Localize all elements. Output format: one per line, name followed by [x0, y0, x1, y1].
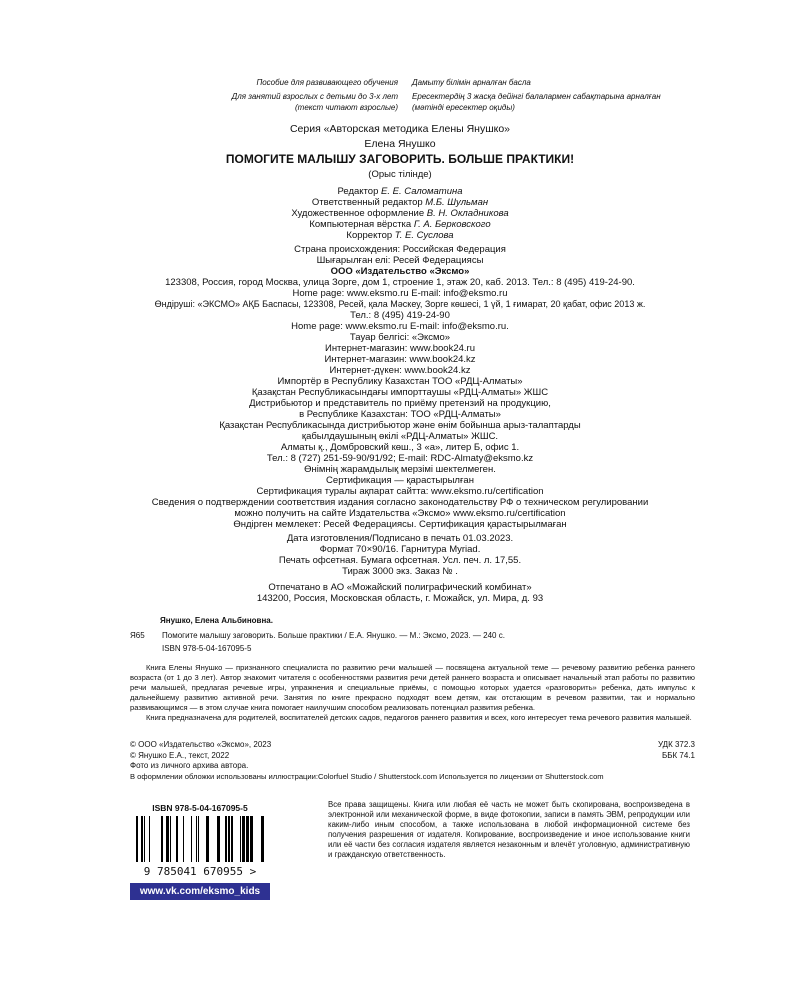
- top-left-line: Для занятий взрослых с детьми до 3-х лет: [231, 92, 398, 101]
- barcode-bar: [144, 816, 145, 862]
- udk-code: УДК 372.3: [657, 740, 695, 749]
- imprint-line: Сведения о подтверждении соответствия издания согласно законодательству РФ о техническом регулировании: [151, 497, 649, 508]
- language-note: (Орыс тілінде): [368, 169, 432, 180]
- barcode-bar: [183, 816, 184, 862]
- imprint-line: Қазақстан Республикасындағы импорттаушы «РДЦ-Алматы» ЖШС: [251, 387, 549, 398]
- credit-line: [100, 219, 700, 230]
- lib-abstract-1: Книга Елены Янушко — признанного специалиста по развитию речи малышей — посвящена актуальной теме — речевому развитию ребенка раннего возраста (от 1 до 3 лет). Автор знакомит читателя с особенностями развития речи детей раннего возраста и описывает начальный этап работы по развитию речи малышей, предлагая речевые игры, упражнения и специальные приёмы, с помощью которых удается «разговорить» ребенка, дать импульс к дальнейшему развитию активной речи. Занятия по книге прекрасно подходят всем детям, как отстающим в речевом развитии, так и нормально развивающимся — в этом случае книга помогает наилучшим способом реализовать потенциал развития ребенка.: [130, 662, 695, 712]
- top-left-block: [120, 77, 398, 113]
- barcode-bar: [170, 816, 171, 862]
- lib-desc: Помогите малышу заговорить. Больше практики / Е.А. Янушко. — М.: Эксмо, 2023. — 240 с.: [162, 630, 505, 640]
- imprint-line: Алматы қ., Домбровский көш., 3 «а», литер Б, офис 1.: [280, 442, 520, 453]
- credit-name: Т. Е. Суслова: [394, 230, 454, 241]
- copyright-line: Фото из личного архива автора.: [130, 761, 249, 770]
- lib-author: Янушко, Елена Альбиновна.: [160, 616, 273, 625]
- credit-role: Художественное оформление: [291, 208, 427, 219]
- imprint-line: Тел.: 8 (495) 419-24-90: [350, 310, 450, 321]
- barcode-bar: [176, 816, 178, 862]
- imprint-lines: [100, 244, 700, 530]
- credit-role: Редактор: [337, 186, 381, 197]
- book-title: ПОМОГИТЕ МАЛЫШУ ЗАГОВОРИТЬ. БОЛЬШЕ ПРАКТИКИ!: [225, 152, 575, 166]
- imprint-line: ООО «Издательство «Эксмо»: [330, 266, 470, 277]
- barcode: [130, 803, 270, 881]
- imprint-line: Өнімнің жарамдылық мерзімі шектелмеген.: [304, 464, 496, 475]
- credit-name: В. Н. Окладникова: [426, 208, 509, 219]
- credit-line: [100, 208, 700, 219]
- print-info-line: Печать офсетная. Бумага офсетная. Усл. печ. л. 17,55.: [278, 555, 522, 566]
- copyright-block: [130, 740, 610, 782]
- barcode-bar: [166, 816, 169, 862]
- rights-notice: Все права защищены. Книга или любая её часть не может быть скопирована, воспроизведена в электронной или механической форме, в виде фотокопии, записи в память ЭВМ, репродукции или каким-либо иным способом, а также использована в любой информационной системе без получения разрешения от издателя. Копирование, воспроизведение и иное использование книги или её части без согласия издателя является незаконным и влечёт уголовную, административную и гражданскую ответственность.: [328, 800, 690, 859]
- barcode-bar: [149, 816, 150, 862]
- author-line: Елена Янушко: [364, 138, 436, 150]
- imprint-line: Страна происхождения: Российская Федерация: [294, 244, 506, 255]
- imprint-line: Сертификация — қарастырылған: [326, 475, 474, 486]
- imprint-line: Интернет-магазин: www.book24.kz: [324, 354, 476, 365]
- credit-line: [100, 186, 700, 197]
- imprint-line: қабылдаушының өкілі «РДЦ-Алматы» ЖШС.: [301, 431, 499, 442]
- imprint-line: Интернет-дүкен: www.book24.kz: [329, 365, 471, 376]
- imprint-line: можно получить на сайте Издательства «Эксмо» www.eksmo.ru/certification: [234, 508, 566, 519]
- library-record: [130, 616, 695, 723]
- credit-name: М.Б. Шульман: [425, 197, 489, 208]
- imprint-line: 123308, Россия, город Москва, улица Зорге, дом 1, строение 1, этаж 20, каб. 2013. Тел.: 8 (495) 419-24-90.: [165, 277, 635, 288]
- top-right-block: [412, 77, 702, 113]
- barcode-bar: [196, 816, 197, 862]
- top-left-line: (текст читают взрослые): [295, 103, 398, 112]
- printer-line: 143200, Россия, Московская область, г. Можайск, ул. Мира, д. 93: [256, 593, 544, 604]
- barcode-bar: [242, 816, 245, 862]
- barcode-bar: [240, 816, 241, 862]
- imprint-line: Дистрибьютор и представитель по приёму претензий на продукцию,: [249, 398, 551, 409]
- credit-role: Компьютерная вёрстка: [309, 219, 414, 230]
- imprint-line: Шығарылған елі: Ресей Федерациясы: [316, 255, 484, 266]
- imprint-line: Тел.: 8 (727) 251-59-90/91/92; E-mail: RDC-Almaty@eksmo.kz: [266, 453, 534, 464]
- lib-code: Я65: [130, 630, 145, 640]
- imprint-line: Қазақстан Республикасында дистрибьютор және өнім бойынша арыз-талаптарды: [219, 420, 581, 431]
- barcode-bar: [261, 816, 264, 862]
- copyright-line: © ООО «Издательство «Эксмо», 2023: [130, 740, 272, 749]
- lib-desc-row: [130, 631, 695, 642]
- barcode-bar: [191, 816, 192, 862]
- credit-line: [100, 197, 700, 208]
- barcode-bar: [231, 816, 233, 862]
- barcode-bar: [217, 816, 220, 862]
- lib-isbn: ISBN 978-5-04-167095-5: [162, 644, 252, 653]
- imprint-line: Home page: www.eksmo.ru E-mail: info@eksmo.ru: [292, 288, 508, 299]
- print-info-line: Тираж 3000 экз. Заказ № .: [342, 566, 458, 577]
- copyright-line: В оформлении обложки использованы иллюстрации:Colorfuel Studio / Shutterstock.com Используется по лицензии от Shutterstock.com: [130, 771, 604, 781]
- imprint-line: Өндіруші: «ЭКСМО» АҚБ Баспасы, 123308, Ресей, қала Мәскеу, Зорге көшесі, 1 үй, 1 ғимарат, 20 қабат, офис 2013 ж.: [154, 299, 646, 309]
- top-right-line: (мәтінді ересектер оқиды): [412, 103, 515, 112]
- imprint-line: Интернет-магазин: www.book24.ru: [324, 343, 475, 354]
- imprint-line: Тауар белгісі: «Эксмо»: [349, 332, 451, 343]
- barcode-isbn: ISBN 978-5-04-167095-5: [152, 803, 248, 813]
- classification: [600, 740, 695, 761]
- imprint-line: Импортёр в Республику Казахстан ТОО «РДЦ-Алматы»: [277, 376, 523, 387]
- imprint-line: Home page: www.eksmo.ru E-mail: info@eksmo.ru.: [291, 321, 509, 332]
- copyright-line: © Янушко Е.А., текст, 2022: [130, 750, 230, 760]
- top-right-line: Ересектердің 3 жасқа дейінгі балалармен сабақтарына арналған: [412, 92, 661, 101]
- printer-lines: [100, 582, 700, 604]
- barcode-bar: [206, 816, 209, 862]
- credit-role: Корректор: [346, 230, 395, 241]
- top-left-line: Пособие для развивающего обучения: [256, 78, 398, 87]
- print-lines: [100, 533, 700, 577]
- printer-line: Отпечатано в АО «Можайский полиграфический комбинат»: [268, 582, 532, 593]
- barcode-digits: 9 785041 670955 >: [143, 865, 257, 878]
- vk-link[interactable]: www.vk.com/eksmo_kids: [130, 883, 270, 900]
- credits-list: [100, 186, 700, 241]
- barcode-bar: [161, 816, 163, 862]
- bbk-code: ББК 74.1: [662, 750, 695, 760]
- barcode-bar: [136, 816, 138, 862]
- credit-name: Г. А. Берковского: [413, 219, 491, 230]
- print-info-line: Формат 70×90/16. Гарнитура Myriad.: [319, 544, 481, 555]
- barcode-bar: [246, 816, 249, 862]
- barcode-bar: [228, 816, 230, 862]
- credit-name: Е. Е. Саломатина: [381, 186, 463, 197]
- barcode-bars: [130, 814, 270, 864]
- imprint-line: Өндірген мемлекет: Ресей Федерациясы. Сертификация қарастырылмаған: [233, 519, 567, 530]
- credit-role: Ответственный редактор: [311, 197, 426, 208]
- series-line: Серия «Авторская методика Елены Янушко»: [289, 123, 511, 135]
- barcode-bar: [250, 816, 253, 862]
- barcode-bar: [141, 816, 143, 862]
- print-info-line: Дата изготовления/Подписано в печать 01.03.2023.: [286, 533, 514, 544]
- imprint-line: в Республике Казахстан: ТОО «РДЦ-Алматы»: [299, 409, 501, 420]
- credit-line: [100, 230, 700, 241]
- barcode-bar: [225, 816, 227, 862]
- imprint-block: [100, 122, 700, 604]
- top-right-line: Дамыту білімін арналған басла: [412, 78, 531, 87]
- barcode-bar: [198, 816, 199, 862]
- lib-abstract-2: Книга предназначена для родителей, воспитателей детских садов, педагогов раннего развития и всех, кого интересует тема речевого развития малышей.: [146, 712, 692, 722]
- imprint-line: Сертификация туралы ақпарат сайтта: www.eksmo.ru/certification: [256, 486, 544, 497]
